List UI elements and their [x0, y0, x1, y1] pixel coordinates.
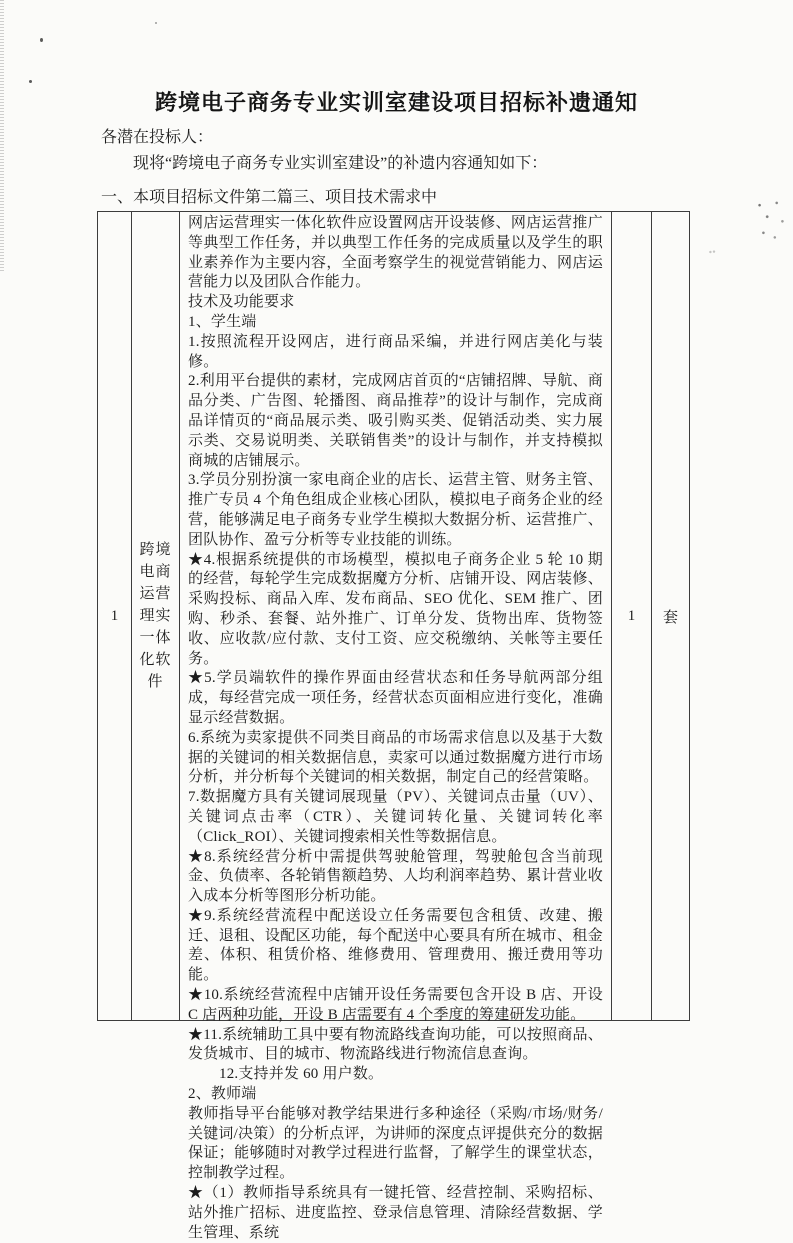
spec-paragraph: ★8.系统经营分析中需提供驾驶舱管理，驾驶舱包含当前现金、负债率、各轮销售额趋势、人均利润率趋势、累计营业收入成本分析等图形分析功能。	[188, 848, 603, 905]
spec-paragraph: ★4.根据系统提供的市场模型，模拟电子商务企业 5 轮 10 期的经营，每轮学生完成数据魔方分析、店铺开设、网店装修、采购投标、商品入库、发布商品、SEO 优化、SEM 推广、团购、秒杀、套餐、站外推广、订单分发、货物出库、货物签收、应收款/应付款、支付工资、应交税缴纳、关帐等主要任务。	[188, 551, 603, 667]
requirements-table	[97, 211, 690, 1241]
scan-edge-artifact	[0, 0, 4, 272]
section-heading: 一、本项目招标文件第二篇三、项目技术需求中	[101, 189, 438, 206]
scan-speck	[155, 22, 157, 24]
document-title: 跨境电子商务专业实训室建设项目招标补遗通知	[154, 90, 638, 115]
spec-paragraph: ★9.系统经营流程中配送设立任务需要包含租赁、改建、搬迁、退租、设配区功能，每个配送中心要具有所在城市、租金差、体积、租赁价格、维修费用、管理费用、搬迁费用等功能。	[188, 907, 603, 984]
spec-paragraph: ★11.系统辅助工具中要有物流路线查询功能，可以按照商品、发货城市、目的城市、物流路线进行物流信息查询。	[188, 1026, 603, 1063]
spec-paragraph: ★10.系统经营流程中店铺开设任务需要包含开设 B 店、开设 C 店两种功能，开设 B 店需要有 4 个季度的筹建研发功能。	[188, 987, 603, 1023]
table-row	[98, 212, 690, 1021]
spec-paragraph: 2、教师端	[188, 1086, 257, 1103]
spec-paragraph: 技术及功能要求	[188, 294, 295, 311]
scan-speck	[40, 38, 43, 42]
spec-paragraph: 网店运营理实一体化软件应设置网店开设装修、网店运营推广等典型工作任务，并以典型工作任务的完成质量以及学生的职业素养作为主要内容，全面考察学生的视觉营销能力、网店运营能力以及团队合作能力。	[188, 215, 603, 291]
spec-paragraph: 3.学员分别扮演一家电商企业的店长、运营主管、财务主管、推广专员 4 个角色组成企业核心团队，模拟电子商务企业的经营，能够满足电子商务专业学生模拟大数据分析、运营推广、团队协作、盈亏分析等专业技能的训练。	[188, 472, 603, 548]
item-description-cell	[180, 212, 612, 1241]
scan-smudge	[708, 250, 716, 254]
item-description-text	[180, 212, 611, 1241]
spec-paragraph: ★（1）教师指导系统具有一键托管、经营控制、采购招标、站外推广招标、进度监控、登录信息管理、清除经营数据、学生管理、系统	[188, 1185, 603, 1241]
row-sequence-number: 1	[98, 212, 132, 1021]
spec-paragraph: 6.系统为卖家提供不同类目商品的市场需求信息以及基于大数据的关键词的相关数据信息，卖家可以通过数据魔方进行市场分析，并分析每个关键词的相关数据，制定自己的经营策略。	[188, 729, 603, 786]
spec-paragraph: 12.支持并发 60 用户数。	[219, 1066, 384, 1083]
unit-cell: 套	[652, 212, 690, 1021]
spec-paragraph: 7.数据魔方具有关键词展现量（PV）、关键词点击量（UV）、关键词点击率（CTR）、关键词转化量、关键词转化率（Click_ROI）、关键词搜索相关性等数据信息。	[188, 789, 603, 845]
pencil-scribble-artifact	[752, 196, 790, 242]
scan-speck	[29, 80, 32, 83]
spec-paragraph: 1.按照流程开设网店，进行商品采编，并进行网店美化与装修。	[188, 333, 603, 370]
spec-paragraph: 教师指导平台能够对教学结果进行多种途径（采购/市场/财务/关键词/决策）的分析点评，为讲师的深度点评提供充分的数据保证；能够随时对教学过程进行监督，了解学生的课堂状态，控制教学过程。	[188, 1105, 603, 1182]
item-name-cell: 跨境电商运营理实一体化软件	[132, 212, 180, 1021]
spec-paragraph: 2.利用平台提供的素材，完成网店首页的“店铺招牌、导航、商品分类、广告图、轮播图、商品推荐”的设计与制作，完成商品详情页的“商品展示类、吸引购买类、促销活动类、实力展示类、交易说明类、关联销售类”的设计与制作，并支持模拟商城的店铺展示。	[188, 373, 603, 469]
salutation-line: 各潜在投标人：	[101, 129, 214, 146]
spec-paragraph: 1、学生端	[188, 313, 257, 330]
spec-paragraph: ★5.学员端软件的操作界面由经营状态和任务导航两部分组成，每经营完成一项任务，经营状态页面相应进行变化，准确显示经营数据。	[188, 670, 603, 726]
intro-paragraph: 现将“跨境电子商务专业实训室建设”的补遗内容通知如下：	[133, 155, 548, 172]
quantity-cell: 1	[612, 212, 652, 1021]
